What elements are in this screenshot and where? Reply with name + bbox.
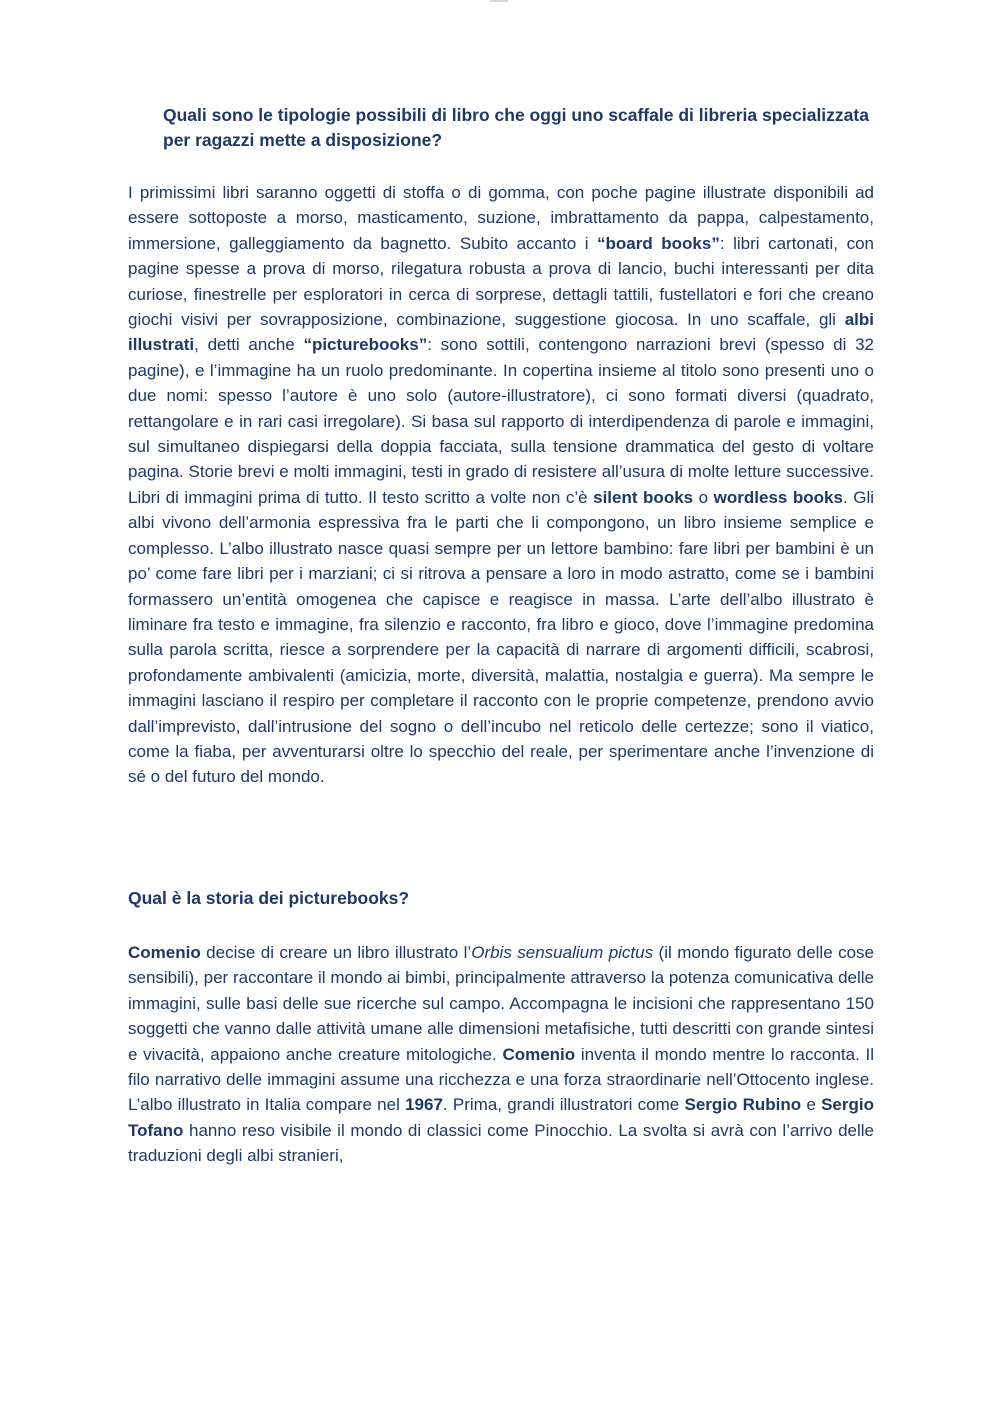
page-top-mark [490, 0, 508, 2]
name-comenio: Comenio [502, 1044, 576, 1064]
text-run: . Prima, grandi illustratori come [442, 1095, 685, 1115]
name-sergio-rubino: Sergio Rubino [684, 1095, 802, 1115]
term-wordless-books: wordless books [713, 487, 843, 507]
text-run: e [801, 1095, 822, 1115]
question-heading-1: Quali sono le tipologie possibili di libro che oggi uno scaffale di libreria specializzata per ragazzi mette a disposizione? [163, 105, 869, 150]
title-orbis-pictus: Orbis sensualium pictus [471, 943, 654, 962]
text-run: I primissimi libri saranno oggetti di stoffa o di gomma, con poche pagine illustrate disponibili ad essere sottoposte a morso, masticamento, suzione, imbrattamento da pappa, calpestamento, immersione, galleggiamento da bagnetto. Subito accanto i [128, 183, 874, 253]
term-picturebooks: “picturebooks” [303, 335, 428, 355]
name-comenio: Comenio [128, 943, 201, 962]
paragraph-book-types [128, 180, 874, 790]
name-sergio-tofano: Sergio Tofano [128, 1095, 874, 1140]
text-run: (il mondo figurato delle cose sensibili), per raccontare il mondo ai bimbi, principalmente attraverso la potenza comunicativa delle immagini, sulle basi delle sue ricerche sul campo. Accompagna le incisioni che rappresentano 150 soggetti che vanno dalle attività umane alle dimensioni metafisiche, tutti descritti con grande sintesi e vivacità, appaiono anche creature mitologiche. [128, 943, 874, 1064]
text-run: hanno reso visibile il mondo di classici come Pinocchio. La svolta si avrà con l’arrivo delle traduzioni degli albi stranieri, [128, 1120, 874, 1166]
year-1967: 1967 [405, 1095, 443, 1115]
question-heading-2: Qual è la storia dei picturebooks? [128, 888, 410, 908]
term-albi-illustrati: albi illustrati [128, 310, 874, 355]
text-run: : sono sottili, contengono narrazioni brevi (spesso di 32 pagine), e l’immagine ha un ruolo predominante. In copertina insieme al titolo sono presenti uno o due nomi: spesso l’autore è uno solo (autore-illustratore), ci sono formati diversi (quadrato, rettangolare e in rari casi irregolare). Si basa sul rapporto di interdipendenza di parole e immagini, sul simultaneo dispiegarsi della doppia facciata, sulla tensione drammatica del gesto di voltare pagina. Storie brevi e molti immagini, testi in grado di resistere all’usura di molte letture successive. Libri di immagini prima di tutto. Il testo scritto a volte non c’è [128, 335, 874, 507]
term-board-books: “board books” [597, 233, 720, 253]
text-run: , detti anche [194, 335, 304, 355]
term-silent-books: silent books [593, 487, 694, 507]
text-run: : libri cartonati, con pagine spesse a prova di morso, rilegatura robusta a prova di lancio, buchi interessanti per dita curiose, finestrelle per esploratori in cerca di sorprese, dettagli tattili, fustellatori e fori che creano giochi visivi per sovrapposizione, combinazione, suggestione giocosa. In uno scaffale, gli [128, 233, 874, 330]
text-run: inventa il mondo mentre lo racconta. Il filo narrativo delle immagini assume una ricchezza e una forza straordinarie nell’Ottocento inglese. L’albo illustrato in Italia compare nel [128, 1044, 875, 1115]
text-run: . Gli albi vivono dell’armonia espressiva fra le parti che li compongono, un libro insieme semplice e complesso. L’albo illustrato nasce quasi sempre per un lettore bambino: fare libri per bambini è un po’ come fare libri per i marziani; ci si ritrova a pensare a loro in modo astratto, come se i bambini formassero un’entità omogenea che capisce e reagisce in massa. L’arte dell’albo illustrato è liminare fra testo e immagine, fra silenzio e racconto, fra libro e gioco, dove l’immagine predomina sulla parola scritta, riesce a sorprendere per la capacità di narrare di argomenti difficili, scabrosi, profondamente ambivalenti (amicizia, morte, diversità, malattia, nostalgia e guerra). Ma sempre le immagini lasciano il respiro per completare il racconto con le proprie competenze, prendono avvio dall’imprevisto, dall’intrusione del sogno o dell’incubo nel reticolo delle certezze; sono il viatico, come la fiaba, per avventurarsi oltre lo specchio del reale, per sperimentare anche l’invenzione di sé o del futuro del mondo. [128, 487, 875, 787]
paragraph-picturebook-history [128, 940, 874, 1169]
text-run: decise di creare un libro illustrato l’ [200, 943, 472, 962]
text-run: o [693, 487, 714, 507]
